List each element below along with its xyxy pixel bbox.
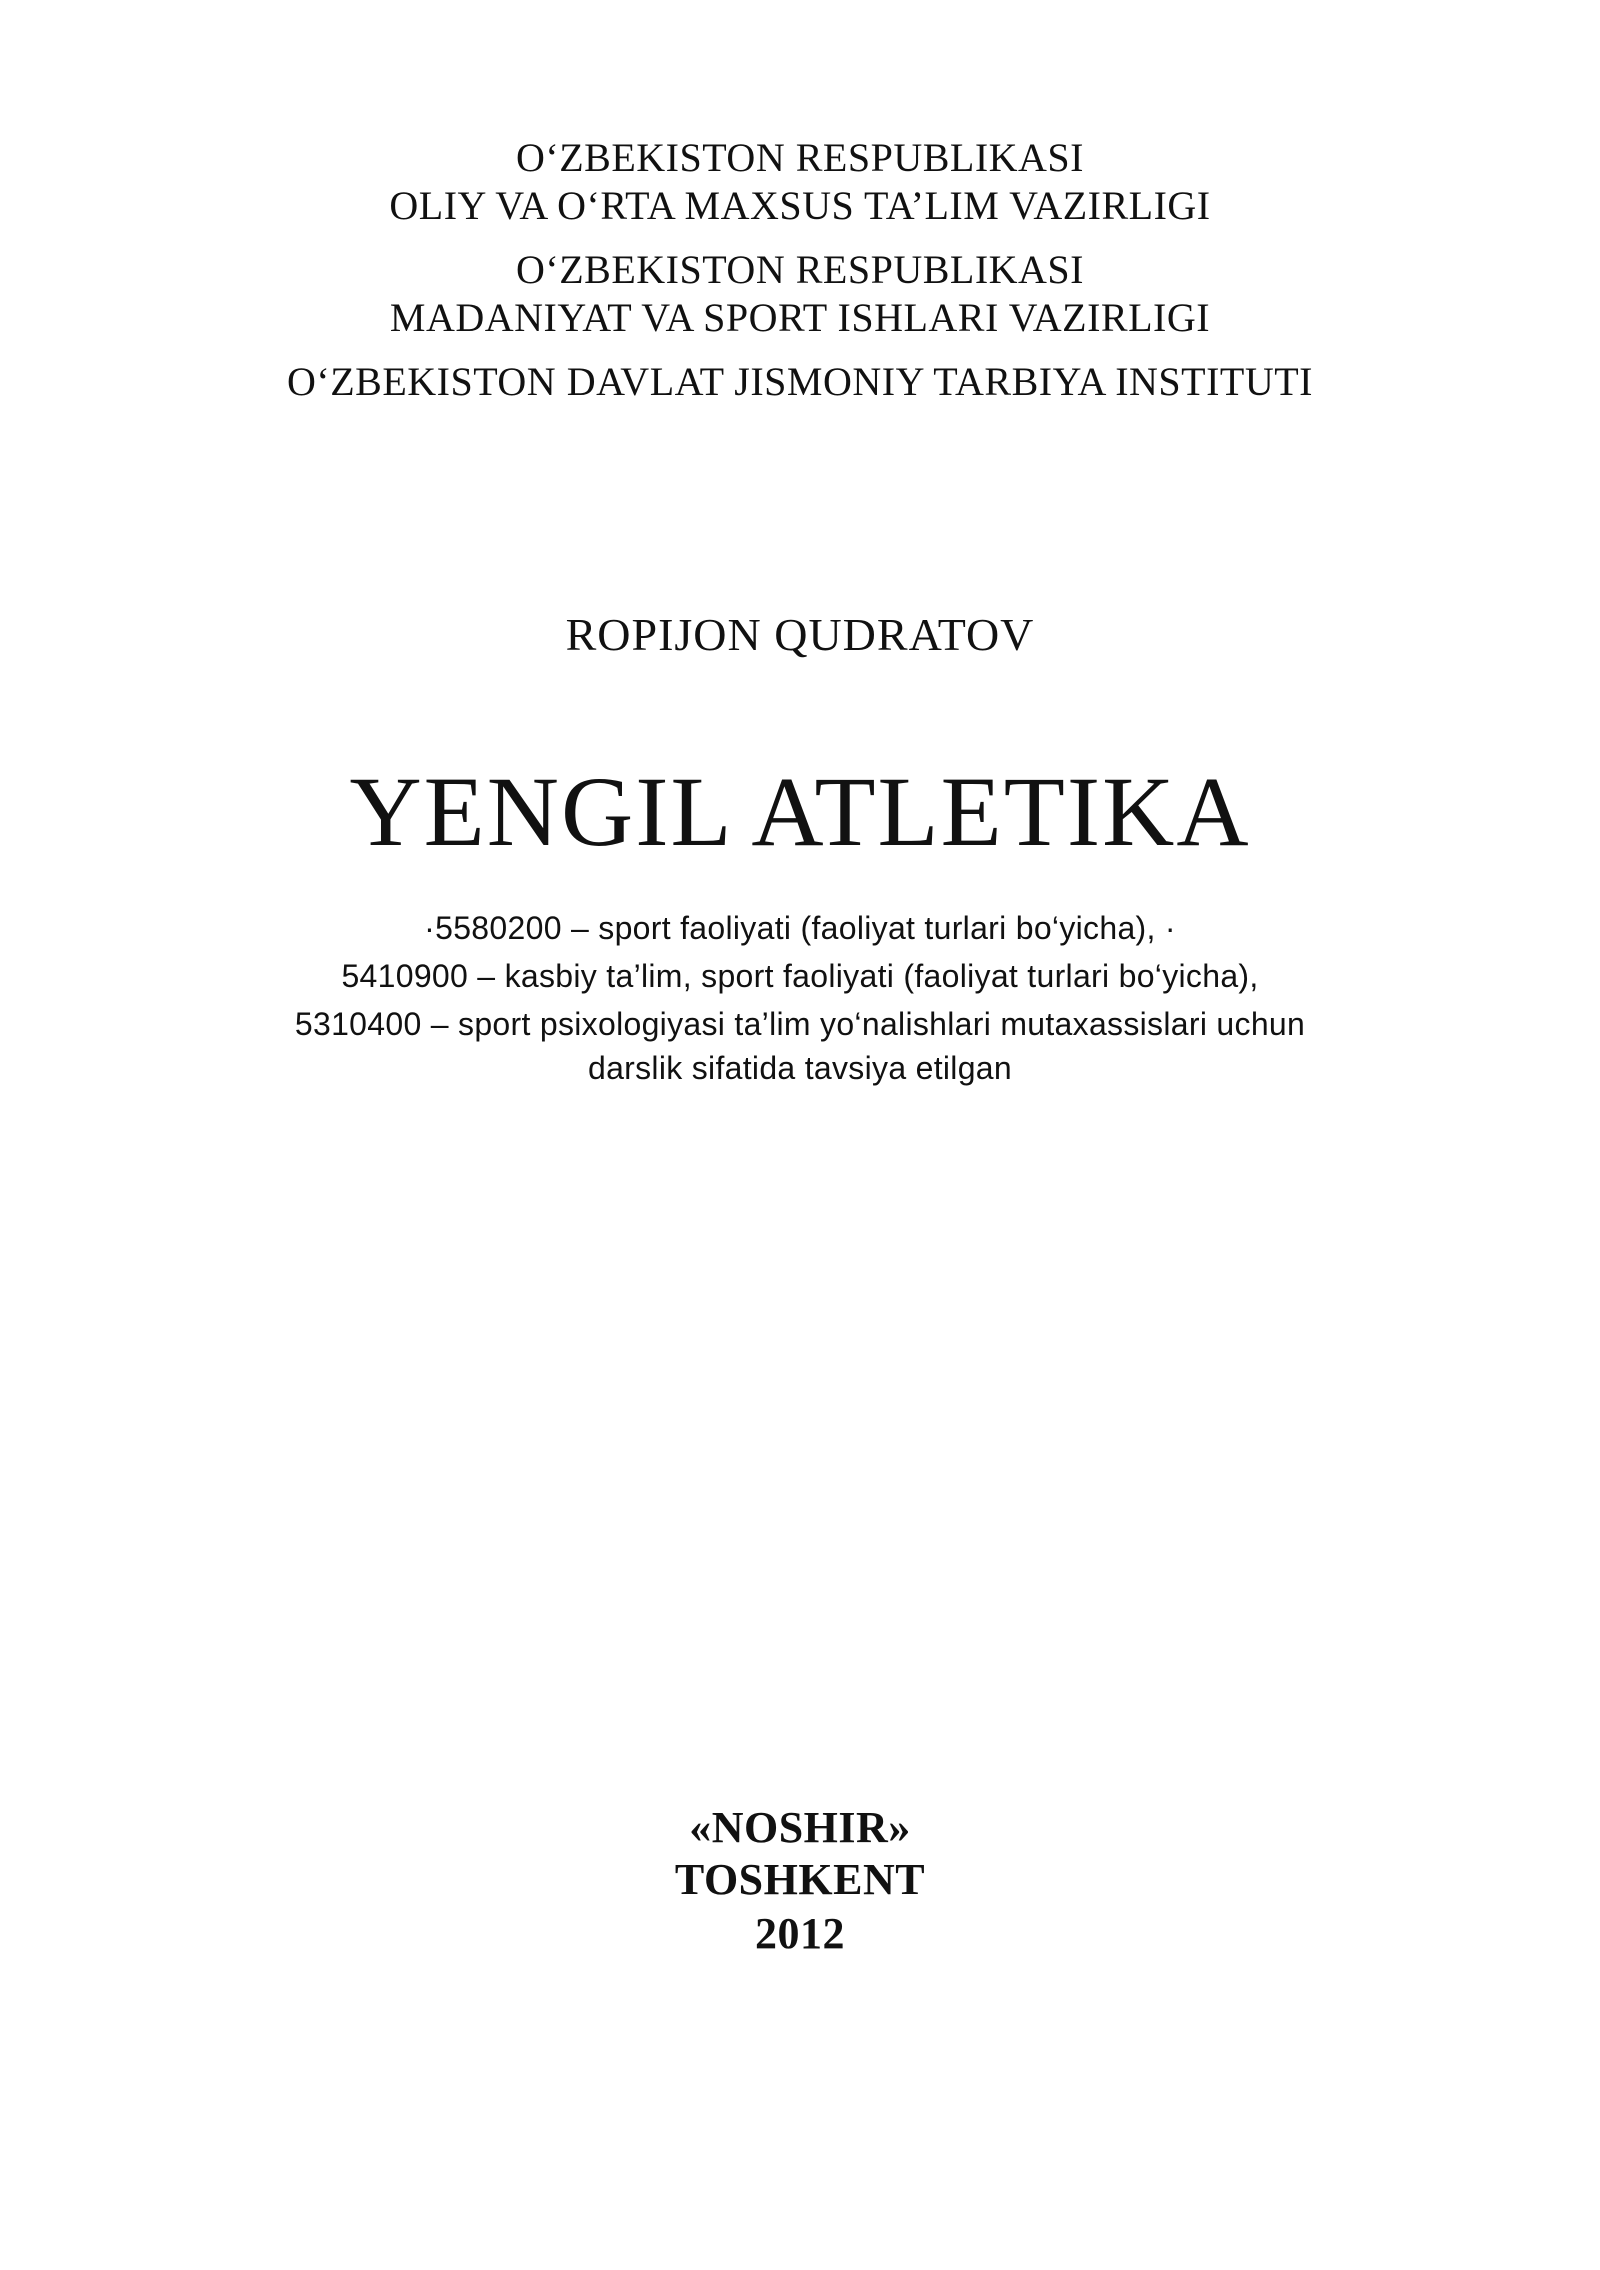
recommendation-line: darslik sifatida tavsiya etilgan	[587, 1050, 1013, 1086]
publisher-city: TOSHKENT	[674, 1855, 926, 1904]
specialty-line-1: ·5580200 – sport faoliyati (faoliyat turlari bo‘yicha), ·	[424, 910, 1176, 946]
publication-year: 2012	[755, 1909, 845, 1958]
ministry-line-2: OLIY VA O‘RTA MAXSUS TA’LIM VAZIRLIGI	[389, 183, 1211, 228]
ministry-line-1: O‘ZBEKISTON RESPUBLIKASI	[516, 135, 1084, 180]
author-name: ROPIJON QUDRATOV	[565, 609, 1035, 660]
specialty-line-2: 5410900 – kasbiy ta’lim, sport faoliyati (faoliyat turlari bo‘yicha),	[341, 958, 1259, 994]
institute-line: O‘ZBEKISTON DAVLAT JISMONIY TARBIYA INSTITUTI	[287, 359, 1313, 404]
specialty-line-3: 5310400 – sport psixologiyasi ta’lim yo‘nalishlari mutaxassislari uchun	[294, 1006, 1306, 1042]
ministry-line-4: MADANIYAT VA SPORT ISHLARI VAZIRLIGI	[389, 295, 1211, 340]
publisher-name: «NOSHIR»	[689, 1803, 911, 1852]
ministry-line-3: O‘ZBEKISTON RESPUBLIKASI	[516, 247, 1084, 292]
book-title: YENGIL ATLETIKA	[349, 756, 1251, 867]
